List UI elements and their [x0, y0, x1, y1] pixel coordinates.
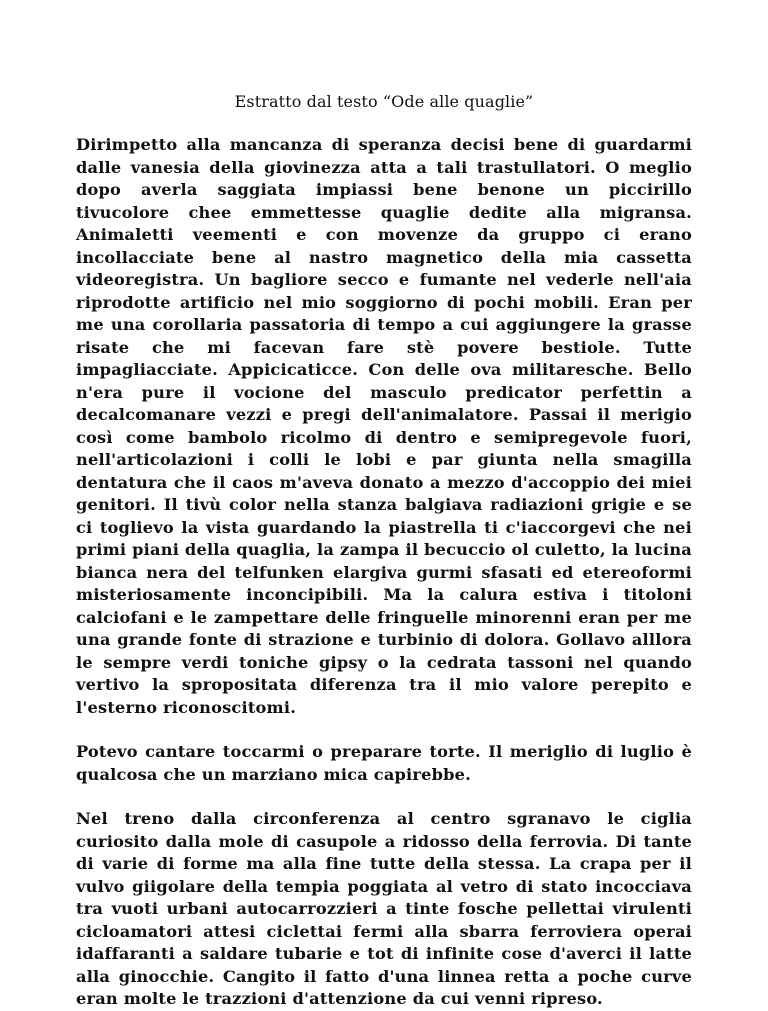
- document-title: Estratto dal testo “Ode alle quaglie”: [234, 92, 534, 111]
- paragraph-2: Potevo cantare toccarmi o preparare torte. Il meriglio di luglio è qualcosa che un marziano mica capirebbe.: [76, 742, 692, 784]
- document-body: [76, 134, 692, 1011]
- paragraph-3: Nel treno dalla circonferenza al centro sgranavo le ciglia curiosito dalla mole di casupole a ridosso della ferrovia. Di tante di varie di forme ma alla fine tutte della stessa. La crapa per il vulvo giigolare della tempia poggiata al vetro di stato incocciava tra vuoti urbani autocarrozzieri a tinte fosche pellettai virulenti cicloamatori attesi ciclettai fermi alla sbarra ferroviera operai idaffaranti a saldare tubarie e tot di infinite cose d'averci il latte alla ginocchie. Cangito il fatto d'una linnea retta a poche curve eran molte le trazzioni d'attenzione da cui venni ripreso.: [76, 809, 692, 1008]
- paragraph-1: Dirimpetto alla mancanza di speranza decisi bene di guardarmi dalle vanesia della giovinezza atta a tali trastullatori. O meglio dopo averla saggiata impiassi bene benone un piccirillo tivucolore chee emmettesse quaglie dedite alla migransa. Animaletti veementi e con movenze da gruppo ci erano incollacciate bene al nastro magnetico della mia cassetta videoregistra. Un bagliore secco e fumante nel vederle nell'aia riprodotte artificio nel mio soggiorno di pochi mobili. Eran per me una corollaria passatoria di tempo a cui aggiungere la grasse risate che mi facevan fare stè povere bestiole. Tutte impagliacciate. Appicicaticce. Con delle ova militaresche. Bello n'era pure il vocione del masculo predicator perfettin a decalcomanare vezzi e pregi dell'animalatore. Passai il merigio così come bambolo ricolmo di dentro e semipregevole fuori, nell'articolazioni i colli le lobi e par giunta nella smagilla dentatura che il caos m'aveva donato a mezzo d'accoppio dei miei genitori. Il tivù color nella stanza balgiava radiazioni grigie e se ci toglievo la vista guardando la piastrella ti c'iaccorgevi che nei primi piani della quaglia, la zampa il becuccio ol culetto, la lucina bianca nera del telfunken elargiva gurmi sfasati ed etereoformi misteriosamente inconcipibili. Ma la calura estiva i titoloni calciofani e le zampettare delle fringuelle minorenni eran per me una grande fonte di strazione e turbinio di dolora. Gollavo alllora le sempre verdi toniche gipsy o la cedrata tassoni nel quando vertivo la spropositata diferenza tra il mio valore perepito e l'esterno riconoscitomi.: [76, 135, 692, 717]
